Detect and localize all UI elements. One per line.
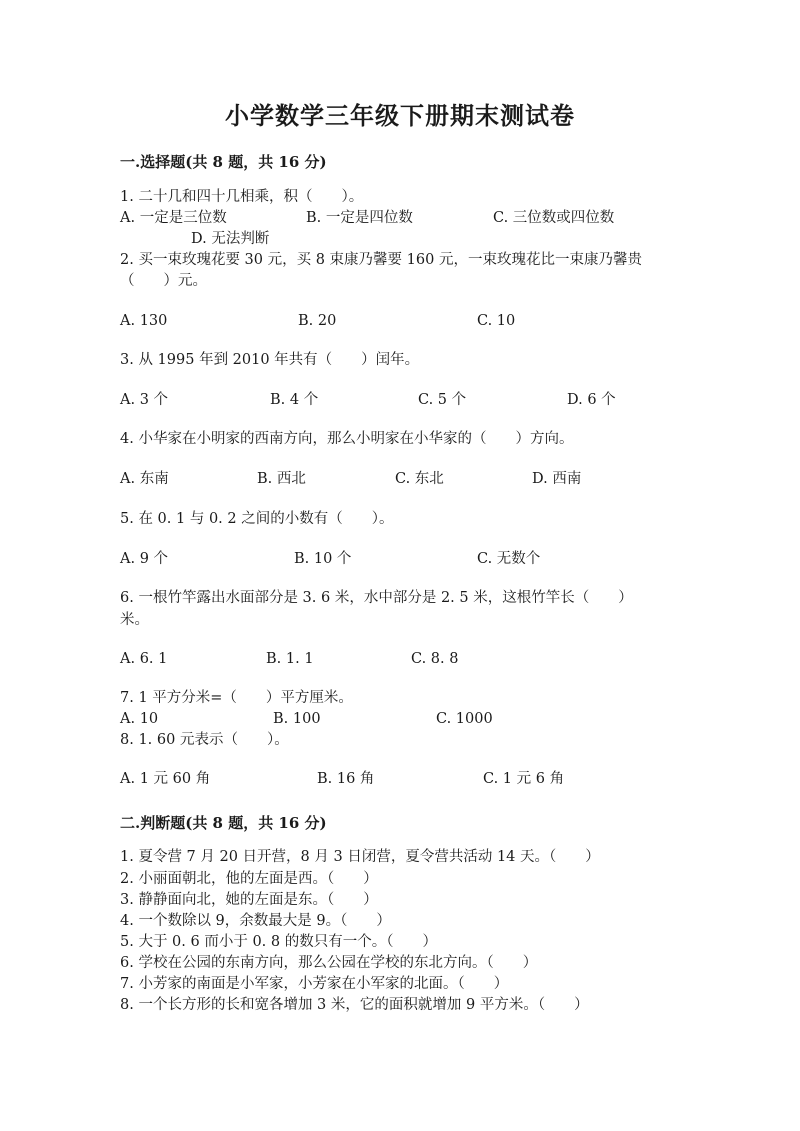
option-b: B. 4 个 <box>270 392 319 408</box>
section-heading-choice: 一.选择题(共 8 题，共 16 分) <box>120 153 327 171</box>
option-b: B. 10 个 <box>294 551 352 567</box>
option-c: C. 5 个 <box>418 392 467 408</box>
option-b: B. 一定是四位数 <box>306 210 413 226</box>
option-c: C. 10 <box>477 313 516 329</box>
option-a: A. 东南 <box>120 471 169 487</box>
judgement-item: 2. 小丽面朝北，他的左面是西。（ ） <box>120 871 378 887</box>
option-c: C. 东北 <box>395 471 444 487</box>
option-d: D. 6 个 <box>567 392 616 408</box>
option-b: B. 16 角 <box>317 771 375 787</box>
option-b: B. 20 <box>298 313 337 329</box>
option-a: A. 10 <box>120 711 159 727</box>
option-c: C. 1 元 6 角 <box>483 771 565 787</box>
question-stem: 8. 1. 60 元表示（ ）。 <box>120 732 289 748</box>
option-b: B. 西北 <box>257 471 306 487</box>
question-stem: 1. 二十几和四十几相乘，积（ ）。 <box>120 189 364 205</box>
option-c: C. 8. 8 <box>411 651 459 667</box>
option-c: C. 无数个 <box>477 551 541 567</box>
judgement-item: 6. 学校在公园的东南方向，那么公园在学校的东北方向。（ ） <box>120 955 538 971</box>
judgement-item: 3. 静静面向北，她的左面是东。（ ） <box>120 892 378 908</box>
question-stem: 6. 一根竹竿露出水面部分是 3. 6 米，水中部分是 2. 5 米，这根竹竿长（ ） <box>120 590 633 606</box>
question-stem: 2. 买一束玫瑰花要 30 元，买 8 束康乃馨要 160 元，一束玫瑰花比一束康乃馨贵 <box>120 252 642 268</box>
option-c: C. 1000 <box>436 711 493 727</box>
judgement-item: 5. 大于 0. 6 而小于 0. 8 的数只有一个。（ ） <box>120 934 437 950</box>
section-heading-judgement: 二.判断题(共 8 题，共 16 分) <box>120 814 327 832</box>
question-stem: 7. 1 平方分米=（ ）平方厘米。 <box>120 690 353 706</box>
question-stem-continued: 米。 <box>120 612 149 628</box>
option-c: C. 三位数或四位数 <box>493 210 615 226</box>
question-stem: 4. 小华家在小明家的西南方向，那么小明家在小华家的（ ）方向。 <box>120 431 574 447</box>
page-title: 小学数学三年级下册期末测试卷 <box>225 101 575 130</box>
option-a: A. 6. 1 <box>120 651 168 667</box>
option-a: A. 一定是三位数 <box>120 210 227 226</box>
option-d: D. 西南 <box>532 471 582 487</box>
option-a: A. 130 <box>120 313 168 329</box>
option-b: B. 1. 1 <box>266 651 314 667</box>
judgement-item: 4. 一个数除以 9，余数最大是 9。（ ） <box>120 913 391 929</box>
judgement-item: 1. 夏令营 7 月 20 日开营，8 月 3 日闭营，夏令营共活动 14 天。（ ） <box>120 849 600 865</box>
question-stem-continued: （ ）元。 <box>120 273 207 289</box>
question-stem: 3. 从 1995 年到 2010 年共有（ ）闰年。 <box>120 352 420 368</box>
option-a: A. 9 个 <box>120 551 169 567</box>
option-d: D. 无法判断 <box>191 231 270 247</box>
judgement-item: 8. 一个长方形的长和宽各增加 3 米，它的面积就增加 9 平方米。（ ） <box>120 997 589 1013</box>
option-b: B. 100 <box>273 711 321 727</box>
judgement-item: 7. 小芳家的南面是小军家，小芳家在小军家的北面。（ ） <box>120 976 509 992</box>
option-a: A. 1 元 60 角 <box>120 771 211 787</box>
question-stem: 5. 在 0. 1 与 0. 2 之间的小数有（ ）。 <box>120 511 394 527</box>
option-a: A. 3 个 <box>120 392 169 408</box>
